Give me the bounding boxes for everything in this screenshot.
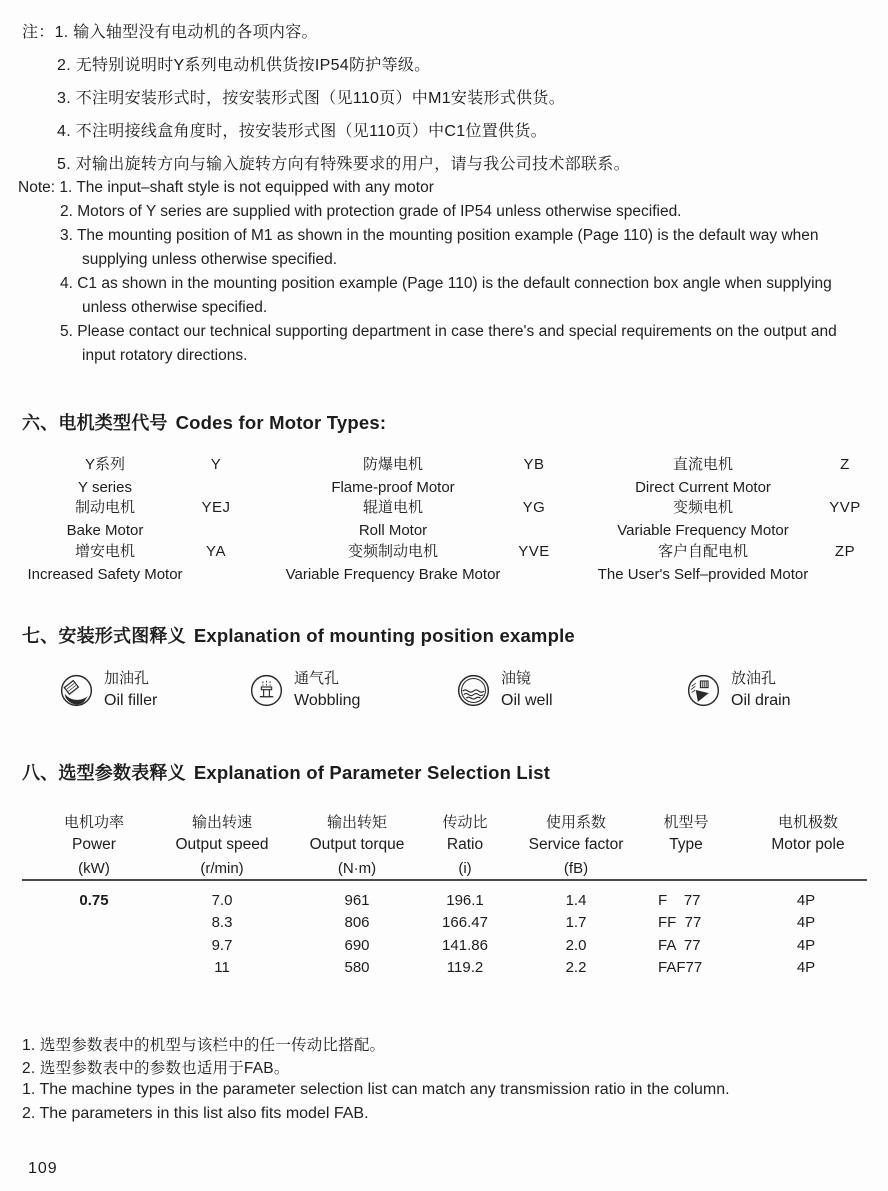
col-header-en: Service factor [528,836,624,853]
legend-oil-well [457,668,553,712]
legend-label-en: Oil drain [731,692,791,709]
legend-label-cn: 油镜 [501,670,532,687]
legend-label-en: Oil well [501,692,553,709]
col-header-cn: 电机极数 [777,814,839,831]
motor-type-code: YEJ [201,499,231,516]
motor-type-code: YB [523,456,545,473]
col-header-en: Power [72,836,116,853]
section-title-cn: 八、选型参数表释义 [22,763,186,783]
note-en-line: 3. The mounting position of M1 as shown in the mounting position example (Page 110) is the default way when supplying unless otherwise specified. [60,227,819,268]
type-value: F 77 [658,892,701,909]
note-cn-prefix: 注： [22,24,55,41]
legend-oil-drain [687,668,791,712]
motor-type-name-cn: Y系列 [84,456,126,473]
motor-type-name-en: Variable Frequency Motor [617,522,789,539]
note-en-line: 4. C1 as shown in the mounting position example (Page 110) is the default connection box angle when supplying unless otherwise specified. [60,275,832,316]
motor-type-code: ZP [834,543,856,560]
motor-type-name-cn: 制动电机 [74,499,136,516]
table-header-divider [22,879,867,881]
output-speed: 7.0 [211,892,233,909]
legend-label-en: Oil filler [104,692,158,709]
motor-type-name-en: Flame-proof Motor [331,479,455,496]
service-factor: 1.4 [565,892,587,909]
legend-label-en: Wobbling [294,692,361,709]
motor-type-name-cn: 增安电机 [74,543,136,560]
section-title-en: Explanation of mounting position example [193,625,575,646]
note-cn-line: 注：1. 输入轴型没有电动机的各项内容。 [22,24,318,41]
col-header-en: Ratio [446,836,484,853]
col-header-unit: (kW) [78,860,110,877]
output-torque: 690 [344,937,370,954]
motor-type-code: Y [210,456,222,473]
legend-label-cn: 通气孔 [294,670,340,687]
legend-oil-filler [60,668,157,712]
ratio-value: 166.47 [442,914,488,931]
section-title-en: Codes for Motor Types: [175,412,387,433]
section-title-mounting [22,622,575,648]
col-header-cn: 电机功率 [63,814,125,831]
motor-type-name-en: Variable Frequency Brake Motor [285,566,501,583]
motor-type-code: Z [840,456,850,473]
oil-well-icon [457,674,490,707]
output-torque: 580 [344,959,370,976]
notes-chinese [22,16,630,181]
col-header-cn: 传动比 [442,814,488,831]
oil-drain-icon [687,674,720,707]
output-speed: 11 [214,959,230,976]
motor-type-name-cn: 客户自配电机 [657,543,749,560]
motor-type-name-en: Roll Motor [358,522,428,539]
legend-label-cn: 放油孔 [731,670,777,687]
motor-type-name-cn: 变频制动电机 [347,543,439,560]
legend-wobbling [250,668,360,712]
note-en-line: Note: 1. The input–shaft style is not equipped with any motor [18,179,434,196]
motor-type-code: YVE [518,543,550,560]
motor-type-name-cn: 防爆电机 [362,456,424,473]
col-header-en: Motor pole [771,836,845,853]
col-header-en: Output torque [309,836,405,853]
vent-icon [250,674,283,707]
service-factor: 1.7 [565,914,587,931]
type-value: FF 77 [658,914,702,931]
type-value: FAF77 [658,959,703,976]
motor-type-code: YG [522,499,546,516]
motor-type-row [0,455,888,501]
service-factor: 2.2 [565,959,587,976]
note-en-line: 5. Please contact our technical supporting department in case there's and special requirements on the output and input rotatory directions. [60,323,837,364]
motor-type-row [0,542,888,588]
col-header-unit: (i) [458,860,472,877]
ratio-value: 119.2 [446,959,484,976]
col-header-unit: (N·m) [337,860,377,877]
note-cn-line: 4. 不注明接线盒角度时，按安装形式图（见110页）中C1位置供货。 [57,123,547,140]
note-cn-line: 5. 对输出旋转方向与输入旋转方向有特殊要求的用户，请与我公司技术部联系。 [57,156,630,173]
motor-type-code: YA [206,543,226,560]
output-torque: 961 [344,892,370,909]
motor-type-name-cn: 辊道电机 [362,499,424,516]
footnote-en: 2. The parameters in this list also fits model FAB. [22,1105,369,1122]
motor-type-code: YVP [829,499,861,516]
motor-pole: 4P [796,937,816,954]
legend-label-cn: 加油孔 [104,670,150,687]
motor-pole: 4P [796,959,816,976]
service-factor: 2.0 [565,937,587,954]
note-en-prefix: Note: [18,179,56,196]
motor-type-name-en: Direct Current Motor [635,479,771,496]
ratio-value: 141.86 [442,937,488,954]
motor-type-name-en: Y series [78,479,132,496]
note-cn-line: 3. 不注明安装形式时，按安装形式图（见110页）中M1安装形式供货。 [57,90,566,107]
col-header-cn: 使用系数 [545,814,607,831]
power-value: 0.75 [79,892,109,909]
motor-type-name-cn: 变频电机 [672,499,734,516]
output-speed: 8.3 [211,914,233,931]
ratio-value: 196.1 [446,892,484,909]
motor-type-name-cn: 直流电机 [672,456,734,473]
col-header-en: Output speed [175,836,269,853]
output-speed: 9.7 [211,937,233,954]
section-title-parameters [22,759,550,785]
motor-type-name-en: Increased Safety Motor [27,566,183,583]
col-header-en: Type [669,836,703,853]
col-header-unit: (r/min) [200,860,244,877]
note-cn-line: 2. 无特别说明时Y系列电动机供货按IP54防护等级。 [57,57,431,74]
col-header-unit: (fB) [563,860,589,877]
section-title-motor-codes [22,409,386,435]
output-torque: 806 [344,914,370,931]
section-title-cn: 七、安装形式图释义 [22,626,186,646]
motor-type-row [0,498,888,544]
motor-type-name-en: Bake Motor [66,522,144,539]
note-en-line: 2. Motors of Y series are supplied with protection grade of IP54 unless otherwise specified. [60,203,682,220]
type-value: FA 77 [658,937,701,954]
motor-pole: 4P [796,914,816,931]
col-header-cn: 机型号 [663,814,709,831]
section-title-en: Explanation of Parameter Selection List [193,762,551,783]
page-number: 109 [28,1160,58,1177]
footnote-en: 1. The machine types in the parameter selection list can match any transmission ratio in the column. [22,1081,730,1098]
col-header-cn: 输出转速 [191,814,253,831]
oil-filler-icon [60,674,93,707]
section-title-cn: 六、电机类型代号 [22,413,168,433]
footnote-cn: 2. 选型参数表中的参数也适用于FAB。 [22,1060,290,1077]
footnote-cn: 1. 选型参数表中的机型与该栏中的任一传动比搭配。 [22,1037,386,1054]
notes-english [18,176,873,368]
motor-pole: 4P [796,892,816,909]
col-header-cn: 输出转矩 [326,814,388,831]
motor-type-name-en: The User's Self–provided Motor [597,566,809,583]
